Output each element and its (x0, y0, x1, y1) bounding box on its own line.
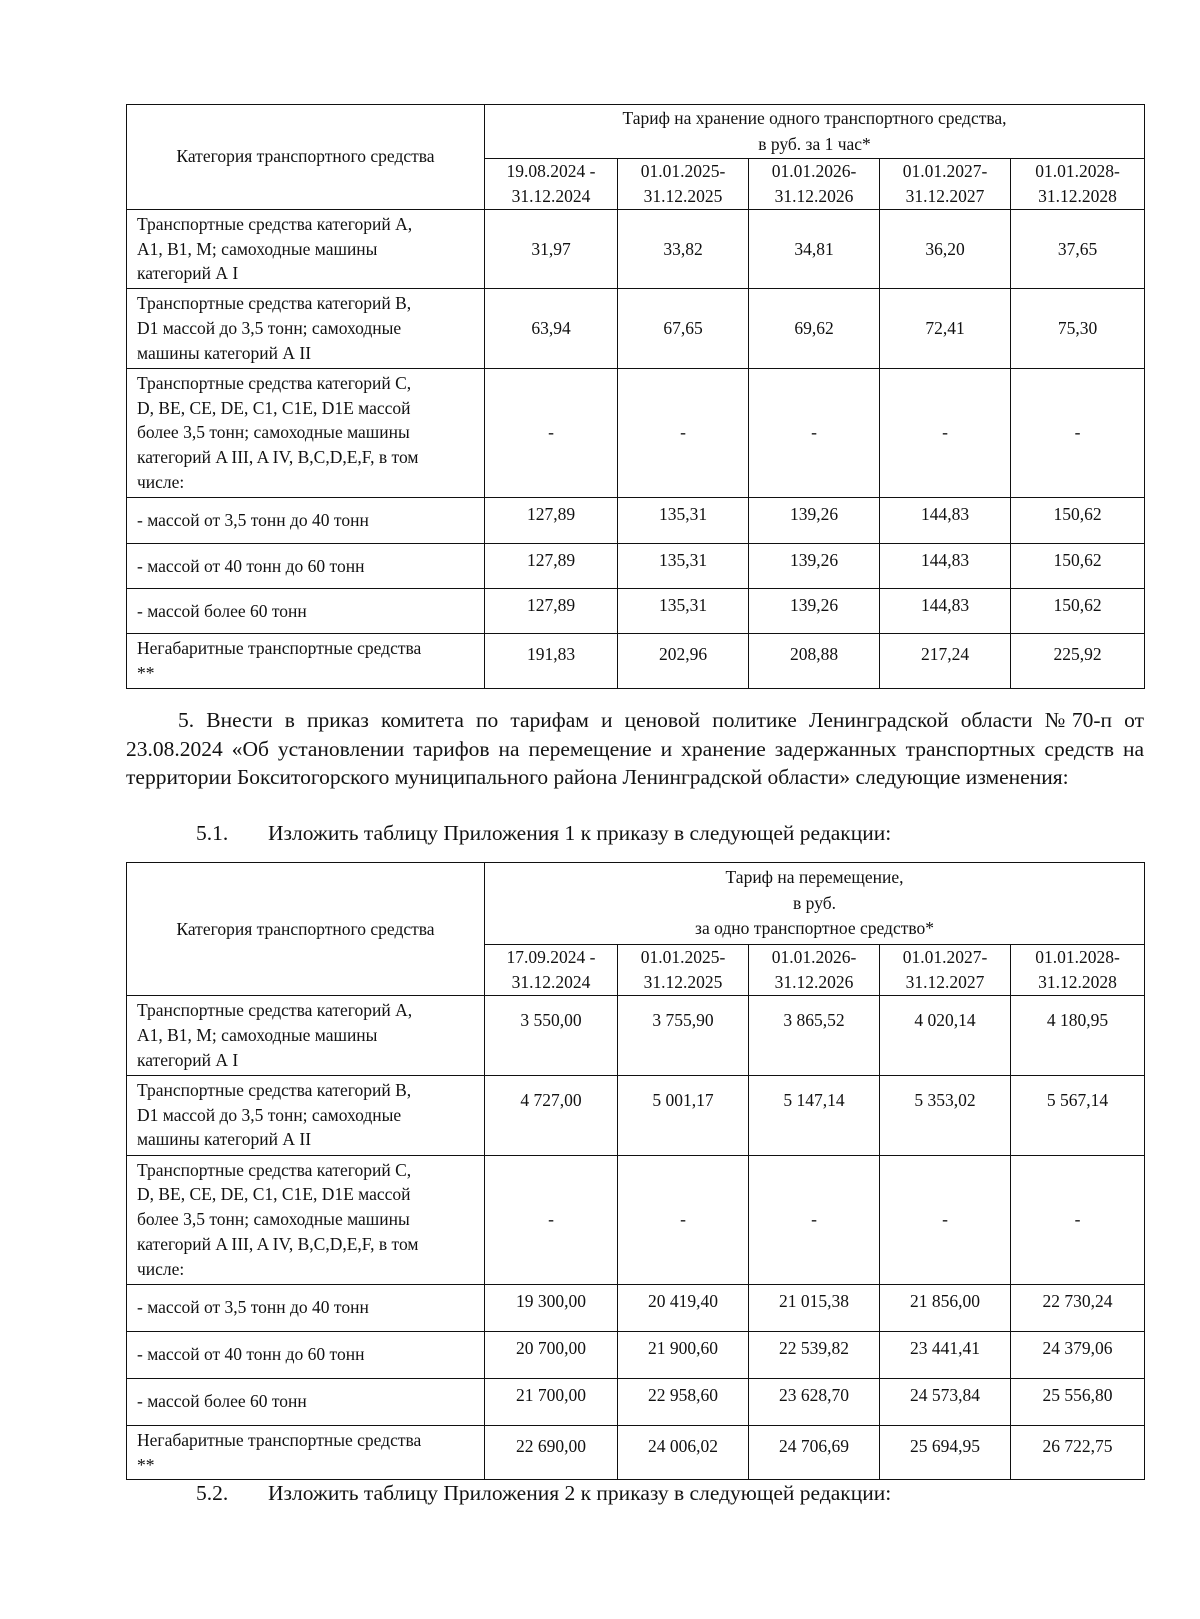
tariff-value: 22 958,60 (618, 1378, 749, 1425)
period-header: 01.01.2025- 31.12.2025 (618, 159, 749, 210)
tariff-value: 3 550,00 (485, 996, 618, 1076)
tariff-value: - (618, 1155, 749, 1284)
tariff-value: - (485, 1155, 618, 1284)
tariff-value: 191,83 (485, 633, 618, 688)
tariff-value: 225,92 (1011, 633, 1145, 688)
tariff-value: 37,65 (1011, 209, 1145, 289)
table-row (127, 1378, 1145, 1425)
tariff-value: 72,41 (880, 289, 1011, 369)
tariff-value: 127,89 (485, 497, 618, 543)
tariff-header: Тариф на хранение одного транспортного средства, в руб. за 1 час* (485, 105, 1145, 159)
tariff-value: 150,62 (1011, 497, 1145, 543)
tariff-value: 21 015,38 (749, 1284, 880, 1331)
tariff-value: 208,88 (749, 633, 880, 688)
tariff-value: 25 556,80 (1011, 1378, 1145, 1425)
table-row (127, 1284, 1145, 1331)
tariff-value: 33,82 (618, 209, 749, 289)
tariff-value: 5 353,02 (880, 1075, 1011, 1155)
category-cell: - массой от 40 тонн до 60 тонн (127, 543, 485, 588)
tariff-value: 135,31 (618, 543, 749, 588)
category-header: Категория транспортного средства (127, 863, 485, 996)
table-row (127, 1075, 1145, 1155)
tariff-value: 20 419,40 (618, 1284, 749, 1331)
subparagraph-5-1 (196, 819, 891, 847)
table-row (127, 588, 1145, 633)
period-header: 01.01.2028- 31.12.2028 (1011, 945, 1145, 996)
period-header: 01.01.2027- 31.12.2027 (880, 159, 1011, 210)
tariff-value: 25 694,95 (880, 1425, 1011, 1480)
tariff-value: 144,83 (880, 543, 1011, 588)
tariff-value: 31,97 (485, 209, 618, 289)
tariff-value: 36,20 (880, 209, 1011, 289)
table-row (127, 1331, 1145, 1378)
period-header: 01.01.2026- 31.12.2026 (749, 159, 880, 210)
tariff-value: 24 379,06 (1011, 1331, 1145, 1378)
tariff-value: 19 300,00 (485, 1284, 618, 1331)
category-cell: - массой более 60 тонн (127, 588, 485, 633)
tariff-value: - (749, 1155, 880, 1284)
table-row (127, 1155, 1145, 1284)
category-header: Категория транспортного средства (127, 105, 485, 210)
tariff-value: 24 706,69 (749, 1425, 880, 1480)
tariff-value: 4 020,14 (880, 996, 1011, 1076)
category-cell: Транспортные средства категорий А, А1, В1, М; самоходные машины категорий А I (127, 996, 485, 1076)
table-row (127, 633, 1145, 688)
paragraph-5 (126, 706, 1144, 792)
category-cell: - массой более 60 тонн (127, 1378, 485, 1425)
table-row (127, 543, 1145, 588)
tariff-value: 139,26 (749, 543, 880, 588)
tariff-value: 150,62 (1011, 543, 1145, 588)
tariff-value: - (880, 368, 1011, 497)
table-row (127, 1425, 1145, 1480)
tariff-value: 127,89 (485, 543, 618, 588)
tariff-value: 22 690,00 (485, 1425, 618, 1480)
tariff-value: 202,96 (618, 633, 749, 688)
table-row (127, 368, 1145, 497)
paragraph-text: Внести в приказ комитета по тарифам и ценовой политике Ленинградской области №70-п от 23.08.2024 «Об установлении тарифов на перемещение и хранение задержанных транспортных средств на территории Бокситогорского муниципального района Ленинградской области» следующие изменения: (126, 708, 1145, 789)
period-header: 17.09.2024 - 31.12.2024 (485, 945, 618, 996)
transfer-tariff-table (126, 862, 1145, 1480)
period-header: 01.01.2028- 31.12.2028 (1011, 159, 1145, 210)
tariff-value: 21 700,00 (485, 1378, 618, 1425)
tariff-value: 22 539,82 (749, 1331, 880, 1378)
tariff-value: 5 567,14 (1011, 1075, 1145, 1155)
category-cell: Негабаритные транспортные средства ** (127, 1425, 485, 1480)
subparagraph-5-2 (196, 1479, 891, 1507)
tariff-value: 34,81 (749, 209, 880, 289)
tariff-value: 3 755,90 (618, 996, 749, 1076)
tariff-value: 63,94 (485, 289, 618, 369)
subparagraph-number: 5.2. (196, 1481, 229, 1505)
tariff-value: 69,62 (749, 289, 880, 369)
tariff-value: - (749, 368, 880, 497)
category-cell: - массой от 3,5 тонн до 40 тонн (127, 1284, 485, 1331)
tariff-value: - (1011, 368, 1145, 497)
table-row (127, 289, 1145, 369)
tariff-value: 67,65 (618, 289, 749, 369)
table-row (127, 209, 1145, 289)
category-cell: Негабаритные транспортные средства ** (127, 633, 485, 688)
tariff-value: 22 730,24 (1011, 1284, 1145, 1331)
category-cell: Транспортные средства категорий С, D, BE, CE, DE, C1, C1E, D1E массой более 3,5 тонн; самоходные машины категорий A III, A IV, B,C,D,E,F, в том числе: (127, 1155, 485, 1284)
tariff-value: 139,26 (749, 497, 880, 543)
tariff-value: 26 722,75 (1011, 1425, 1145, 1480)
paragraph-number: 5. (178, 708, 195, 732)
category-cell: Транспортные средства категорий В, D1 массой до 3,5 тонн; самоходные машины категорий А II (127, 289, 485, 369)
tariff-header: Тариф на перемещение, в руб. за одно транспортное средство* (485, 863, 1145, 945)
tariff-value: 144,83 (880, 497, 1011, 543)
tariff-value: 24 573,84 (880, 1378, 1011, 1425)
tariff-value: - (618, 368, 749, 497)
tariff-value: 217,24 (880, 633, 1011, 688)
tariff-value: 5 147,14 (749, 1075, 880, 1155)
tariff-value: 20 700,00 (485, 1331, 618, 1378)
tariff-value: 150,62 (1011, 588, 1145, 633)
category-cell: - массой от 40 тонн до 60 тонн (127, 1331, 485, 1378)
category-cell: - массой от 3,5 тонн до 40 тонн (127, 497, 485, 543)
subparagraph-text: Изложить таблицу Приложения 1 к приказу в следующей редакции: (268, 821, 892, 845)
period-header: 19.08.2024 - 31.12.2024 (485, 159, 618, 210)
category-cell: Транспортные средства категорий А, А1, В1, М; самоходные машины категорий А I (127, 209, 485, 289)
subparagraph-number: 5.1. (196, 821, 229, 845)
storage-tariff-table (126, 104, 1145, 689)
tariff-value: 4 180,95 (1011, 996, 1145, 1076)
tariff-value: 21 856,00 (880, 1284, 1011, 1331)
tariff-value: 23 441,41 (880, 1331, 1011, 1378)
tariff-value: 24 006,02 (618, 1425, 749, 1480)
tariff-value: 139,26 (749, 588, 880, 633)
tariff-value: 3 865,52 (749, 996, 880, 1076)
tariff-value: 144,83 (880, 588, 1011, 633)
table-row (127, 996, 1145, 1076)
table-row (127, 497, 1145, 543)
tariff-value: 75,30 (1011, 289, 1145, 369)
category-cell: Транспортные средства категорий С, D, BE, CE, DE, C1, C1E, D1E массой более 3,5 тонн; самоходные машины категорий A III, A IV, B,C,D,E,F, в том числе: (127, 368, 485, 497)
period-header: 01.01.2027- 31.12.2027 (880, 945, 1011, 996)
period-header: 01.01.2026- 31.12.2026 (749, 945, 880, 996)
tariff-value: 5 001,17 (618, 1075, 749, 1155)
tariff-value: 21 900,60 (618, 1331, 749, 1378)
tariff-value: - (485, 368, 618, 497)
tariff-value: - (880, 1155, 1011, 1284)
category-cell: Транспортные средства категорий В, D1 массой до 3,5 тонн; самоходные машины категорий А II (127, 1075, 485, 1155)
tariff-value: 135,31 (618, 497, 749, 543)
subparagraph-text: Изложить таблицу Приложения 2 к приказу в следующей редакции: (268, 1481, 892, 1505)
period-header: 01.01.2025- 31.12.2025 (618, 945, 749, 996)
tariff-value: 23 628,70 (749, 1378, 880, 1425)
tariff-value: - (1011, 1155, 1145, 1284)
tariff-value: 127,89 (485, 588, 618, 633)
tariff-value: 4 727,00 (485, 1075, 618, 1155)
tariff-value: 135,31 (618, 588, 749, 633)
